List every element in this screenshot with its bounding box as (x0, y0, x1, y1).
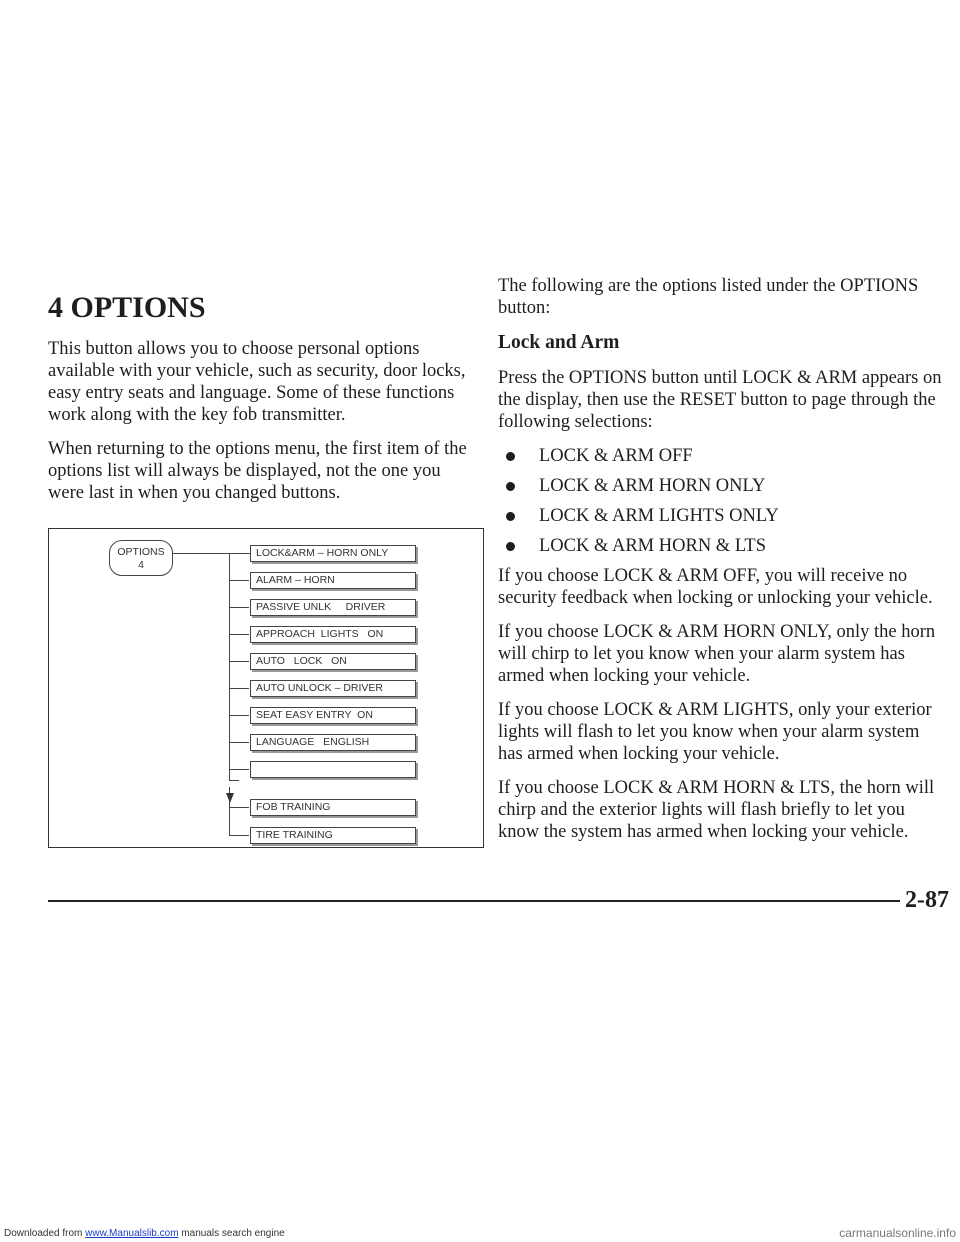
menu-item-lock-arm: LOCK&ARM – HORN ONLY (250, 545, 416, 562)
branch-tick (229, 634, 249, 635)
right-column (498, 275, 948, 855)
list-item: LOCK & ARM LIGHTS ONLY (498, 505, 948, 527)
lock-arm-horn-lts-description: If you choose LOCK & ARM HORN & LTS, the horn will chirp and the exterior lights will flash briefly to let you know the system has armed when locking your vehicle. (498, 778, 935, 842)
menu-trunk-line (229, 553, 230, 780)
source-line: Downloaded from www.Manualslib.com manuals search engine (4, 1228, 285, 1239)
branch-tick (229, 715, 249, 716)
branch-tick (229, 807, 249, 808)
list-item: LOCK & ARM HORN ONLY (498, 475, 948, 497)
menu-item-alarm-horn: ALARM – HORN (250, 572, 416, 589)
list-item: LOCK & ARM HORN & LTS (498, 535, 948, 557)
branch-tick (229, 553, 249, 554)
options-list-intro: The following are the options listed under the OPTIONS button: (498, 276, 919, 318)
menu-item-fob-training: FOB TRAINING (250, 799, 416, 816)
menu-item-approach-lights: APPROACH LIGHTS ON (250, 626, 416, 643)
options-return-note: When returning to the options menu, the first item of the options list will always be displayed, not the one you were last in when you changed buttons. (48, 439, 467, 503)
bullet-icon (506, 512, 515, 521)
lock-arm-lights-description: If you choose LOCK & ARM LIGHTS, only your exterior lights will flash to let you know when your alarm system has armed when locking your vehicle. (498, 700, 932, 764)
watermark: carmanualsonline.info (839, 1226, 956, 1240)
down-arrow-icon (226, 793, 234, 803)
menu-item-blank (250, 761, 416, 778)
footer-rule (48, 900, 900, 902)
options-description: This button allows you to choose personal options available with your vehicle, such as security, door locks, easy entry seats and language. Some of these functions work along with the key fob transmitter. (48, 339, 466, 425)
lock-arm-off-description: If you choose LOCK & ARM OFF, you will receive no security feedback when locking or unlocking your vehicle. (498, 566, 933, 608)
lock-arm-selection-list (498, 445, 948, 557)
branch-tick (229, 769, 249, 770)
bullet-icon (506, 542, 515, 551)
manualslib-link[interactable]: www.Manualslib.com (85, 1228, 179, 1239)
branch-tick (229, 688, 249, 689)
lock-arm-horn-description: If you choose LOCK & ARM HORN ONLY, only the horn will chirp to let you know when your alarm system has armed when locking your vehicle. (498, 622, 936, 686)
options-button-number: 4 (138, 559, 144, 571)
lock-arm-instructions: Press the OPTIONS button until LOCK & ARM appears on the display, then use the RESET button to page through the following selections: (498, 368, 942, 432)
lock-and-arm-heading: Lock and Arm (498, 332, 620, 353)
options-button-label: OPTIONS (117, 546, 165, 558)
bullet-icon (506, 452, 515, 461)
section-title: 4 OPTIONS (48, 291, 206, 324)
page-number: 2-87 (905, 887, 949, 913)
menu-item-tire-training: TIRE TRAINING (250, 827, 416, 844)
list-item: LOCK & ARM OFF (498, 445, 948, 467)
left-column (48, 290, 468, 516)
branch-tick (229, 742, 249, 743)
menu-item-language: LANGUAGE ENGLISH (250, 734, 416, 751)
menu-item-auto-lock: AUTO LOCK ON (250, 653, 416, 670)
menu-item-seat-easy-entry: SEAT EASY ENTRY ON (250, 707, 416, 724)
menu-item-passive-unlock: PASSIVE UNLK DRIVER (250, 599, 416, 616)
options-button-graphic (109, 540, 173, 576)
branch-tick (229, 661, 249, 662)
options-menu-diagram (48, 528, 484, 848)
branch-tick (229, 580, 249, 581)
bullet-icon (506, 482, 515, 491)
branch-tick (229, 835, 249, 836)
menu-item-auto-unlock: AUTO UNLOCK – DRIVER (250, 680, 416, 697)
branch-tick (229, 607, 249, 608)
branch-tick (229, 780, 239, 781)
